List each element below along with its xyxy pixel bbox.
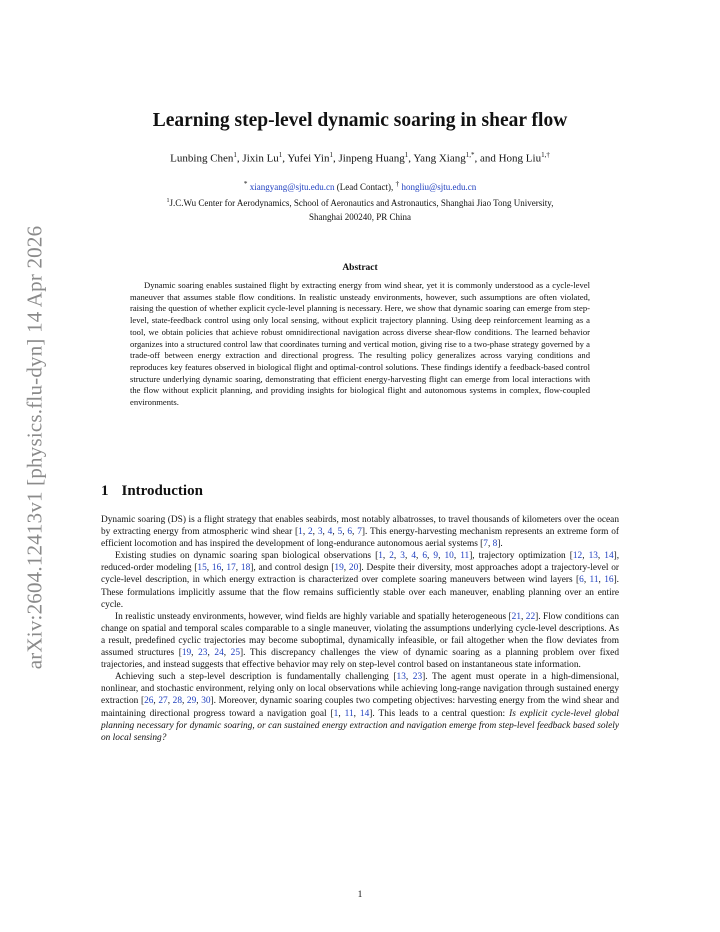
star-mark: *	[243, 179, 248, 188]
section-heading	[101, 483, 203, 500]
email-link-second[interactable]: hongliu@sjtu.edu.cn	[401, 182, 477, 192]
citation-link[interactable]: 7	[357, 527, 362, 538]
citation-link[interactable]: 25	[230, 648, 241, 659]
citation-link[interactable]: 19	[181, 648, 192, 659]
citation-link[interactable]: 12	[572, 551, 583, 562]
body-paragraph: In realistic unsteady environments, however, wind fields are highly variable and spatially heterogeneous [21, 22]. Flow conditions can change on spatial and temporal scales comparable to a single maneuver, violating the assumptions underlying cycle-level descriptions. As a result, predefined cyclic trajectories may become suboptimal, dynamically infeasible, or fail altogether when the flow deviates from assumed structures [19, 23, 24, 25]. This discrepancy challenges the view of dynamic soaring as a planning problem over fixed trajectories, and instead suggests that effective behavior may rely on step-level control based on instantaneous state information.	[101, 611, 619, 671]
arxiv-stamp-text: arXiv:2604.12413v1 [physics.flu-dyn] 14 Apr 2026	[22, 225, 47, 669]
section-number: 1	[101, 483, 109, 499]
citation-link[interactable]: 1	[298, 527, 303, 538]
contact-line	[101, 179, 619, 192]
citation-link[interactable]: 19	[334, 563, 344, 574]
citation-link[interactable]: 3	[317, 527, 323, 538]
lead-contact-note: (Lead Contact),	[336, 182, 394, 192]
citation-link[interactable]: 1	[333, 708, 339, 719]
abstract-heading: Abstract	[342, 263, 378, 273]
author-affiliation-mark: 1	[233, 151, 237, 159]
citation-link[interactable]: 2	[307, 527, 313, 538]
abstract-text: Dynamic soaring enables sustained flight by extracting energy from wind shear, yet it is commonly understood as a cycle-level maneuver that assumes stable flow conditions. In realistic unsteady environments, however, such assumptions are often violated, raising the question of whether explicit cycle-level planning is necessary. Here, we show that dynamic soaring can emerge from step-level, state-feedback control using only local sensing, without explicit trajectory planning. Using deep reinforcement learning as a tool, we obtain policies that achieve robust omnidirectional navigation across diverse shear-flow conditions. The learned behavior organizes into a structured control law that coordinates turning and vertical motion, giving rise to a two-phase strategy governed by a trade-off between energy extraction and directional progress. The resulting policy generalizes across varying conditions and reproduces key features observed in biological flight and optimal-control solutions. These findings identify a feedback-based control structure underlying dynamic soaring, demonstrating that efficient energy-harvesting flight can emerge from local interactions with the flow without explicit planning, and providing insights for biological flight and autonomous systems in complex, flow-coupled environments.	[130, 280, 590, 408]
affiliation	[101, 194, 619, 224]
author-separator: ,	[236, 152, 243, 165]
citation-link[interactable]: 27	[158, 696, 168, 707]
citation-link[interactable]: 16	[604, 575, 614, 586]
citation-link[interactable]: 26	[144, 696, 154, 707]
body-paragraph: Existing studies on dynamic soaring span biological observations [1, 2, 3, 4, 6, 9, 10, 11], trajectory optimization [12, 13, 14], reduced-order modeling [15, 16, 17, 18], and control design [19, 20]. Despite their diversity, most approaches adopt a trajectory-level or cycle-level description, in which energy extraction is characterized over complete soaring maneuvers between wind layers [6, 11, 16]. These formulations implicitly assume that the flow remains sufficiently stable over each maneuver, enabling planning over an entire cycle.	[101, 551, 620, 610]
citation-link[interactable]: 11	[344, 708, 354, 719]
citation-link[interactable]: 13	[588, 551, 598, 562]
author-affiliation-mark: 1	[278, 151, 283, 159]
citation-link[interactable]: 11	[589, 575, 599, 586]
author-separator: ,	[408, 152, 414, 165]
citation-link[interactable]: 16	[211, 563, 222, 574]
author-affiliation-mark: 1	[329, 151, 333, 159]
author-affiliation-mark: 1,*	[465, 151, 475, 159]
citation-link[interactable]: 23	[198, 648, 208, 659]
paper-title: Learning step-level dynamic soaring in shear flow	[152, 110, 568, 131]
citation-link[interactable]: 21	[511, 611, 521, 622]
author-list	[101, 151, 619, 165]
citation-link[interactable]: 2	[389, 551, 394, 562]
section-title: Introduction	[121, 483, 203, 499]
citation-link[interactable]: 30	[201, 696, 211, 707]
central-question: Is explicit cycle-level global planning necessary for dynamic soaring, or can sustained energy extraction and navigation emerge from step-level feedback based solely on local sensing?	[101, 708, 620, 743]
affiliation-line-1: J.C.Wu Center for Aerodynamics, School of Aeronautics and Astronautics, Shanghai Jiao Tong University,	[169, 198, 554, 208]
citation-link[interactable]: 4	[327, 527, 333, 538]
citation-link[interactable]: 20	[348, 563, 359, 574]
page-number: 1	[357, 890, 363, 900]
citation-link[interactable]: 23	[412, 672, 423, 683]
affiliation-line-2: Shanghai 200240, PR China	[308, 212, 411, 222]
citation-link[interactable]: 15	[197, 563, 207, 574]
citation-link[interactable]: 14	[359, 708, 370, 719]
citation-link[interactable]: 5	[337, 527, 343, 538]
author-affiliation-mark: 1	[404, 151, 409, 159]
citation-link[interactable]: 10	[444, 551, 454, 562]
author-name: Yang Xiang	[413, 152, 466, 165]
citation-link[interactable]: 18	[240, 563, 251, 574]
intro-body	[101, 514, 619, 744]
author-name: Yufei Yin	[287, 152, 330, 165]
citation-link[interactable]: 1	[378, 551, 383, 562]
author-separator: ,	[282, 152, 288, 165]
body-paragraph: Achieving such a step-level description is fundamentally challenging [13, 23]. The agent must operate in a high-dimensional, nonlinear, and stochastic environment, relying only on local observations while achieving long-range navigation through sustained energy extraction [26, 27, 28, 29, 30]. Moreover, dynamic soaring couples two competing objectives: harvesting energy from the wind shear and maintaining directional progress toward a navigation goal [1, 11, 14]. This leads to a central question: Is explicit cycle-level global planning necessary for dynamic soaring, or can sustained energy extraction and navigation emerge from step-level feedback based solely on local sensing?	[101, 672, 620, 743]
citation-link[interactable]: 8	[492, 539, 498, 550]
citation-link[interactable]: 6	[579, 575, 584, 586]
email-link-lead[interactable]: xiangyang@sjtu.edu.cn	[249, 182, 335, 192]
citation-link[interactable]: 14	[604, 551, 614, 562]
author-name: Jinpeng Huang	[338, 152, 405, 165]
citation-link[interactable]: 4	[411, 551, 416, 562]
citation-link[interactable]: 13	[396, 672, 406, 683]
citation-link[interactable]: 29	[186, 696, 197, 707]
author-name: Lunbing Chen	[170, 152, 234, 165]
citation-link[interactable]: 17	[226, 563, 236, 574]
citation-link[interactable]: 6	[422, 551, 428, 562]
affiliation-sup: 1	[166, 198, 170, 204]
citation-link[interactable]: 22	[525, 611, 536, 622]
citation-link[interactable]: 28	[172, 696, 182, 707]
citation-link[interactable]: 6	[347, 527, 353, 538]
citation-link[interactable]: 9	[433, 551, 439, 562]
citation-link[interactable]: 3	[400, 551, 405, 562]
citation-link[interactable]: 11	[460, 551, 470, 562]
citation-link[interactable]: 7	[483, 539, 488, 550]
arxiv-side-stamp	[20, 212, 50, 682]
author-name: Jixin Lu	[242, 152, 279, 165]
author-name: Hong Liu	[498, 152, 542, 165]
dagger-mark: †	[395, 179, 400, 188]
body-paragraph: Dynamic soaring (DS) is a flight strategy that enables seabirds, most notably albatrosses, to travel thousands of kilometers over the ocean by extracting energy from atmospheric wind shear [1, 2, 3, 4, 5, 6, 7]. This energy-harvesting mechanism represents an extreme form of efficient locomotion and has inspired the development of long-endurance autonomous aerial systems [7, 8].	[101, 515, 620, 550]
author-separator: , and	[474, 152, 499, 165]
author-separator: ,	[332, 152, 339, 165]
citation-link[interactable]: 24	[214, 648, 224, 659]
author-affiliation-mark: 1,†	[541, 151, 550, 159]
